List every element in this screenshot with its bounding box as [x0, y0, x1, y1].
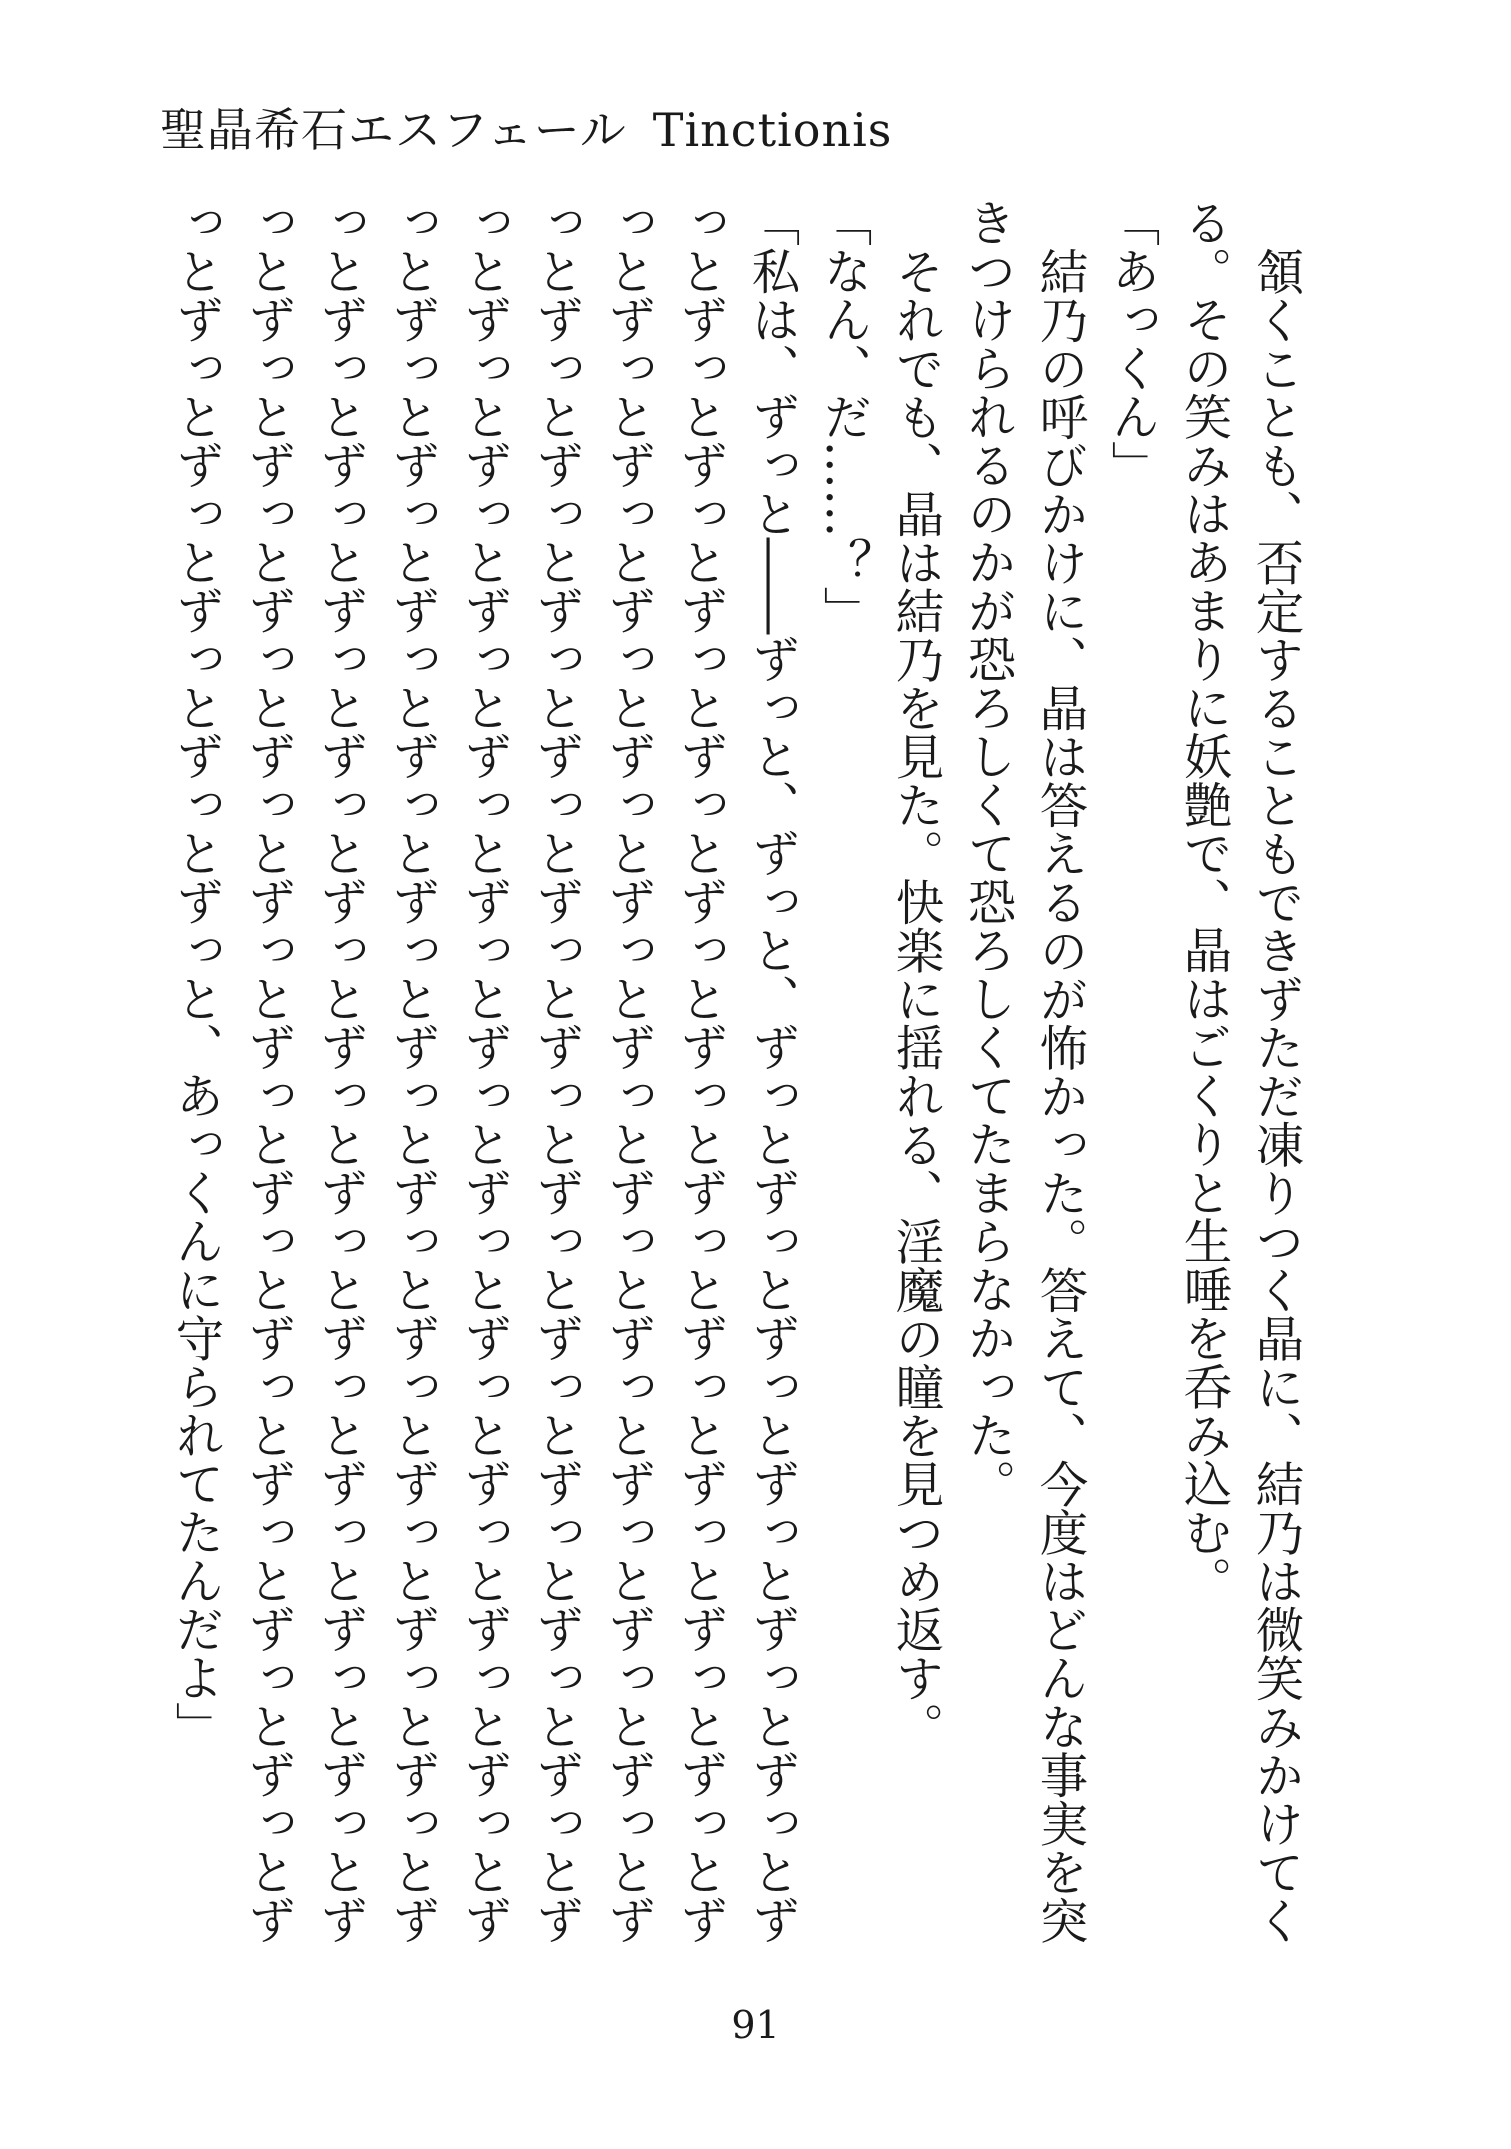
paragraph-3: 結乃の呼びかけに、晶は答えるのが怖かった。答えて、今度はどんな事実を突きつけられるのかが恐ろしくて恐ろしくてたまらなかった。 — [959, 198, 1087, 1944]
paragraph-6: 「私は、ずっと――ずっと、ずっと、ずっとずっとずっとずっとずっとずっとずっとずっとずっとずっとずっとずっとずっとずっとずっとずっとずっとずっとずっとずっとずっとずっとずっとずっとずっとずっとずっとずっとずっとずっとずっとずっとずっとずっとずっとずっとずっとずっとずっとずっとずっとずっとずっとずっとずっとずっとずっとずっとずっとずっとずっとずっとずっとずっとずっとずっとずっとずっとずっとずっとずっとずっとずっとずっとずっとずっとずっとずっとずっとずっとずっとずっとずっとずっとずっとずっとずっとずっとずっとずっとずっとずっとずっとずっとずっとずっとずっとずっとずっとずっとずっとずっとずっとずっとずっとずっと、あっくんに守られてたんだよ」 — [167, 198, 799, 1944]
paragraph-2: 「あっくん」 — [1103, 198, 1159, 489]
book-title: 聖晶希石エスフェール — [160, 103, 627, 157]
vertical-text-body — [151, 198, 1311, 1978]
book-subtitle: Tinctionis — [652, 103, 893, 157]
running-header — [160, 100, 892, 160]
page-number: 91 — [731, 2003, 780, 2047]
paragraph-1: 頷くことも、否定することもできずただ凍りつく晶に、結乃は微笑みかけてくる。その笑みはあまりに妖艶で、晶はごくりと生唾を呑み込む。 — [1175, 198, 1303, 1944]
paragraph-4: それでも、晶は結乃を見た。快楽に揺れる、淫魔の瞳を見つめ返す。 — [887, 246, 943, 1750]
paragraph-5: 「なん、だ……？」 — [815, 198, 871, 635]
